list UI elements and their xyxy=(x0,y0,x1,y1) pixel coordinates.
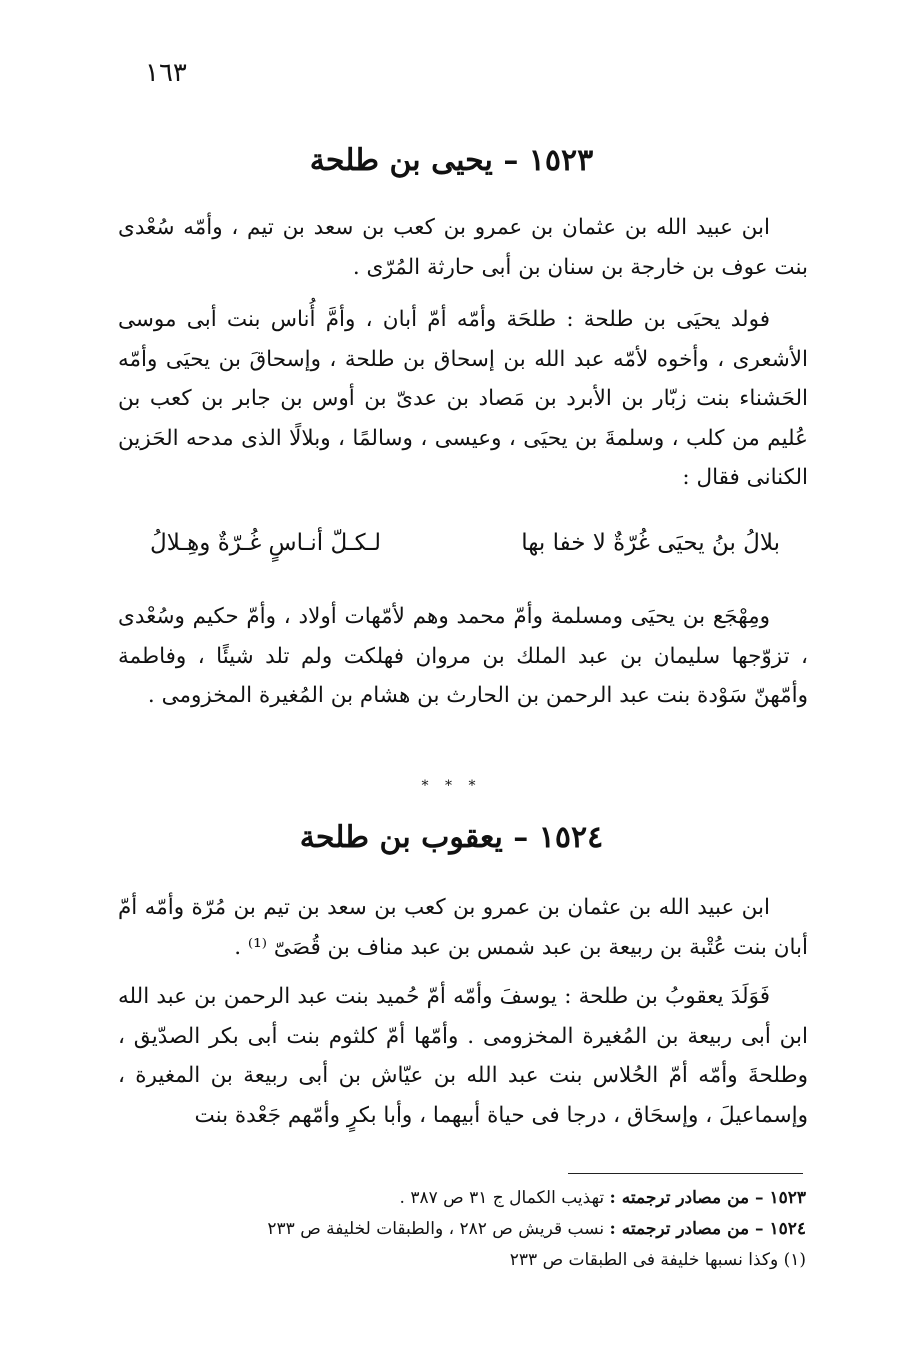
verse-second-hemistich: لـكـلّ أنـاسٍ غُـرّةٌ وهِـلالُ xyxy=(150,530,382,556)
entry-1524-paragraph-1 xyxy=(118,888,808,967)
page-number: ١٦٣ xyxy=(145,58,187,88)
entry-1524-paragraph-2 xyxy=(118,977,808,1135)
poem-verse xyxy=(150,530,780,556)
footnote-1524-text: نسب قريش ص ٢٨٢ ، والطبقات لخليفة ص ٢٣٣ xyxy=(267,1219,610,1239)
entry-1523-paragraph-1-text: ابن عبيد الله بن عثمان بن عمرو بن كعب بن سعد بن تيم ، وأمّه سُعْدى بنت عوف بن خارجة بن سنان بن أبى حارثة المُرّى . xyxy=(118,215,808,280)
entry-1523-paragraph-3 xyxy=(118,597,808,716)
footnote-1-text: (١) وكذا نسبها خليفة فى الطبقات ص ٢٣٣ xyxy=(509,1250,806,1270)
footnote-1523-label: ١٥٢٣ – من مصادر ترجمته : xyxy=(609,1188,806,1208)
verse-first-hemistich: بلالُ بنُ يحيَى غُرّةٌ لا خفا بها xyxy=(521,530,780,556)
section-separator: * * * xyxy=(421,778,482,794)
footnote-1523 xyxy=(118,1183,806,1214)
entry-1523-title: ١٥٢٣ – يحيى بن طلحة xyxy=(309,143,594,178)
entry-1524-paragraph-2-text: فَوَلَدَ يعقوبُ بن طلحة : يوسفَ وأمّه أمّ حُميد بنت عبد الرحمن بن عبد الله ابن أبى ربيعة بن المُغيرة المخزومى . وأمّها أمّ كلثوم بنت أبى بكر الصدّيق ، وطلحةَ وأمّه أمّ الحُلاس بنت عبد الله بن عيّاش بن أبى ربيعة بن المغيرة ، وإسماعيلَ ، وإسحَاق ، درجا فى حياة أبيهما ، وأبا بكرٍ وأمّهم جَعْدة بنت xyxy=(118,984,808,1128)
entry-1524-paragraph-1-text: ابن عبيد الله بن عثمان بن عمرو بن كعب بن سعد بن تيم بن مُرّة وأمّه أمّ أبان بنت عُتْبة بن ربيعة بن عبد شمس بن عبد مناف بن قُصَىّ ⁽¹⁾ . xyxy=(118,895,808,960)
entry-1523-paragraph-1 xyxy=(118,208,808,287)
entry-1523-paragraph-3-text: ومِهْجَع بن يحيَى ومسلمة وأمّ محمد وهم لأمّهات أولاد ، وأمّ حكيم وسُعْدى ، تزوّجها سليمان بن عبد الملك بن مروان فهلكت ولم تلد شيئًا ، وفاطمة وأمّهنّ سَوْدة بنت عبد الرحمن بن الحارث بن هشام بن المُغيرة المخزومى . xyxy=(118,604,808,708)
footnote-1524 xyxy=(118,1214,806,1245)
entry-1523-paragraph-2 xyxy=(118,300,808,498)
entry-1523-paragraph-2-text: فولد يحيَى بن طلحة : طلحَة وأمّه أمّ أبان ، وأمَّ أُناس بنت أبى موسى الأشعرى ، وأخوه لأمّه عبد الله بن إسحاق بن طلحة ، وإسحاقَ بن يحيَى وأمّه الحَشناء بنت زبّار بن الأبرد بن مَصاد بن عدىّ بن أوس بن جابر بن كعب بن عُليم من كلب ، وسلمةَ بن يحيَى ، وعيسى ، وسالمًا ، وبلالًا الذى مدحه الحَزين الكنانى فقال : xyxy=(118,307,808,490)
footnote-divider xyxy=(568,1173,803,1174)
entry-1524-title: ١٥٢٤ – يعقوب بن طلحة xyxy=(299,820,604,855)
footnotes xyxy=(118,1183,806,1276)
footnote-1 xyxy=(118,1245,806,1276)
footnote-1523-text: تهذيب الكمال ج ٣١ ص ٣٨٧ . xyxy=(399,1188,610,1208)
footnote-1524-label: ١٥٢٤ – من مصادر ترجمته : xyxy=(609,1219,806,1239)
